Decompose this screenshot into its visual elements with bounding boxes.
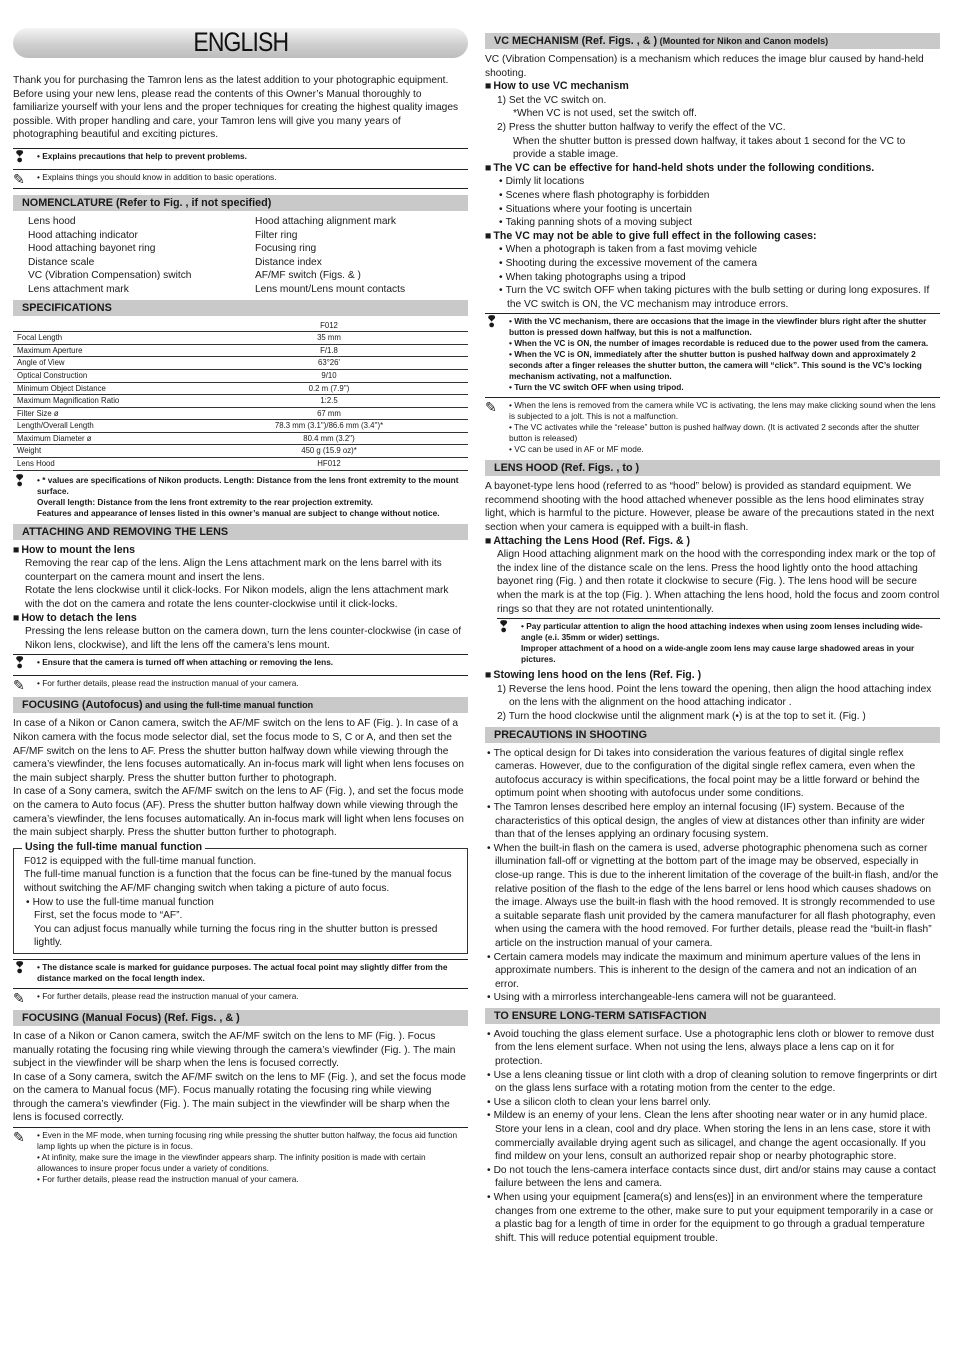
list-item: • Use a lens cleaning tissue or lint cloth with a drop of cleaning solution to remove fingerprints or dirt on the glass lens surface with a rotating motion from the center to the edge.: [485, 1069, 940, 1096]
nomenclature-item: VC (Vibration Compensation) switch: [28, 270, 192, 282]
focus-af-text: In case of a Sony camera, switch the AF/MF switch on the lens to AF (Fig. ), and set the focus mode on the camera to Auto focus (AF). Press the shutter button halfway down while viewing through the camera’s viewfinder, the lens focuses automatically. An in-focus mark will light when lens focuses on the main subject sharply. Press the shutter button further to photograph.: [13, 786, 464, 839]
list-item: • The Tamron lenses described here employ an internal focusing (IF) system. Because of the characteristics of this optical design, the angles of view at distances other than infinity are wider than that of the lenses applying an ordinary focusing system.: [485, 801, 940, 842]
nomenclature-item: AF/MF switch (Figs. & ): [255, 270, 361, 282]
nomenclature-item: Hood attaching bayonet ring: [28, 243, 156, 255]
vc-effective-subheading: ■ The VC can be effective for hand-held shots under the following conditions.: [485, 162, 940, 176]
vc-not-effective-subheading: ■ The VC may not be able to give full effect in the following cases:: [485, 230, 940, 244]
nomenclature-item: Distance scale: [28, 256, 95, 268]
pencil-icon: ✎: [485, 399, 497, 416]
attaching-heading: ATTACHING AND REMOVING THE LENS: [13, 524, 468, 540]
detach-text: Pressing the lens release button on the camera down, turn the lens counter-clockwise (in case of Nikon lens, clockwise), and lift the lens off the camera’s lens mount.: [25, 626, 462, 651]
caution-icon: ❢: [13, 148, 27, 166]
vc-how-subheading: ■ How to use VC mechanism: [485, 80, 940, 94]
attach-caution: ❢ • Ensure that the camera is turned off when attaching or removing the lens.: [13, 654, 468, 673]
focus-mf-text: In case of a Sony camera, switch the AF/MF switch on the lens to MF (Fig. ), and set the focus mode on the camera to Manual focus (MF). Focus manually rotating the focusing ring while viewing through the camera’s viewfinder (Fig. ). The main subject in the viewfinder will be sharp when the lens is focused correctly.: [13, 1071, 466, 1124]
focus-af-memo: ✎ • For further details, please read the instruction manual of your camera.: [13, 988, 468, 1007]
hood-caution: ❢ • Pay particular attention to align the hood attaching indexes when using zoom lenses including wide-angle (e.i. 35mm or wider) settings. Improper attachment of a hood on a wide-angle zoom lens may cause large shadowed areas in your pictures.: [497, 618, 940, 667]
page-title: ENGLISH: [193, 27, 288, 58]
left-column: [13, 28, 468, 1189]
nomenclature-heading: NOMENCLATURE (Refer to Fig. , if not specified): [13, 195, 468, 211]
spec-note: ❢ • * values are specifications of Nikon products. Length: Distance from the lens front extremity to the mount surface. Overall length: Distance from the lens front extremity to the rear projection extremity. Features and appearance of lenses listed in this owner’s manual are subject to change without notice.: [13, 472, 459, 518]
caution-icon: ❢: [497, 619, 511, 637]
caution-icon: ❢: [485, 314, 499, 332]
pencil-icon: ✎: [13, 170, 25, 187]
nomenclature-item: Hood attaching alignment mark: [255, 215, 397, 227]
spec-table: [13, 320, 468, 471]
table-row: Angle of View 63°26': [13, 357, 468, 370]
hood-intro: A bayonet-type lens hood (referred to as “hood” below) is provided as standard equipment. We recommend shooting with the hood attached whenever possible as the lens hood eliminates stray light, which is harmful to the picture. However, please be aware of the precautions stated in the next section when your camera is equipped with a built-in flash.: [485, 481, 935, 534]
table-row: Focal Length 35 mm: [13, 332, 468, 345]
focus-af-caution: ❢ • The distance scale is marked for guidance purposes. The actual focal point may slightly differ from the distance marked on the focal length index.: [13, 959, 468, 986]
nomenclature-item: Hood attaching indicator: [28, 229, 138, 241]
list-item: • Turn the VC switch OFF when taking pictures with the bulb setting or during long exposures. If the VC switch is ON, the VC mechanism may introduce errors.: [485, 284, 940, 311]
nomenclature-item: Lens hood: [28, 215, 76, 227]
nomenclature-list: [13, 215, 468, 297]
vc-memo: ✎ • When the lens is removed from the camera while VC is activating, the lens may make clicking sound when the lens is subjected to a jolt. This is not a malfunction. • The VC activates while the “release” button is pushed halfway down. (It is activated 2 seconds after the shutter button is released) • VC can be used in AF or MF mode.: [485, 397, 940, 457]
nomenclature-item: Lens mount/Lens mount contacts: [255, 283, 406, 295]
list-item: • The optical design for Di takes into consideration the various features of digital single reflex cameras. However, due to the configuration of the digital single reflex camera, even when the autofocus accuracy is within specifications, the focal point may be a little forward or behind the optimum point when shooting with autofocus under some conditions.: [485, 747, 940, 801]
vc-heading: VC MECHANISM (Ref. Figs. , & ) (Mounted for Nikon and Canon models): [485, 33, 940, 49]
list-item: • Dimly lit locations: [485, 175, 940, 189]
right-column: VC MECHANISM (Ref. Figs. , & ) (Mounted for Nikon and Canon models) VC (Vibration Compensation) is a mechanism which reduces the image blur caused by hand-held shooting. ■ How to use VC mechanism 1) Set the VC switch on. *When VC is not used, set the switch off. 2) Press the shutter button halfway to verify the effect of the VC. When the shutter button is pressed down halfway, it takes about 1 second for the VC to provide a stable image. ■ The VC can be effective for hand-held shots under the following conditions. • Dimly lit locations • Scenes where flash photography is forbidden • Situations where your footing is uncertain • Taking panning shots of a moving subject ■ The VC may not be able to give full effect in the following cases: • When a photograph is taken from a fast movimg vehicle • Shooting during the excessive movement of the camera • When taking photographs using a tripod • Turn the VC switch OFF when taking pictures with the bulb setting or during long exposures. If the VC switch is ON, the VC mechanism may introduce errors. ❢ • With the VC mechanism, there are occasions that the image in the viewfinder blurs right after the shutter button is pressed down halfway, but this is not a malfunction. • When the VC is ON, the number of images recordable is reduced due to the power used from the camera. • When the VC is ON, immediately after the shutter button is pushed halfway down and approximately 2 seconds after a finger releases the shutter button, the camera will “click”. This sound is the VC’s locking mechanism activating, not a malfunction. • Turn the VC switch OFF when using tripod. ✎ • When the lens is removed from the camera while VC is activating, the lens may make clicking sound when the lens is subjected to a jolt. This is not a malfunction. • The VC activates while the “release” button is pushed halfway down. (It is activated 2 seconds after the shutter button is released) • VC can be used in AF or MF mode. LENS HOOD (Ref. Figs. , to ) A bayonet-type lens hood (referred to as “hood” below) is provided as standard equipment. We recommend shooting with the hood attached whenever possible as the lens hood eliminates stray light, which is harmful to the picture. However, please be aware of the precautions stated in the next section when your camera is equipped with a built-in flash. ■ Attaching the Lens Hood (Ref. Figs. & ) Align Hood attaching alignment mark on the hood with the corresponding index mark or the top of the index line of the distance scale on the lens. Press the hood lightly onto the hood attaching bayonet ring (Fig. ) and then rotate it clockwise to secure (Fig. ). The lens hood will be secure when the mark is at the top (Fig. ). When attaching the lens hood, hold the focus and zoom control rings so that they are not rotated unintentionally. ❢ • Pay particular attention to align the hood attaching indexes when using zoom lenses including wide-angle (e.i. 35mm or wider) settings. Improper attachment of a hood on a wide-angle zoom lens may cause large shadowed areas in your pictures. ■ Stowing lens hood on the lens (Ref. Fig. ) 1) Reverse the lens hood. Point the lens toward the opening, then align the hood attaching index on the lens with the alignment on the hood attaching indicator . 2) Turn the hood clockwise until the alignment mark (•) is at the top to set it. (Fig. ) PRECAUTIONS IN SHOOTING • The optical design for Di takes into consideration the various features of digital single reflex cameras. However, due to the configuration of the digital single reflex camera, even when the autofocus accuracy is within specifications, the focal point may be a little forward or behind the optimum point when shooting with autofocus under some conditions. • The Tamron lenses described here employ an internal focusing (IF) system. Because of the characteristics of this optical design, the angles of view at distances other than infinity are wider than that of the lenses applying an ordinary focusing system. • When the built-in flash on the camera is used, adverse photographic phenomena such as corner illumination fall-off or vignetting at the bottom part of the image may be observed, especially in close-up range. This is due to the inherent limitation of the coverage of the built-in flash, and/or the relative position of the flash to the edge of the lens barrel or lens hood which causes shadows on the image. Always use the built-in flash with the hood removed. It is strongly recommended to use a suitable separate flash unit provided by the camera manufacturer for all flash photography, even when using the camera with the hood removed. For further details, please read the “built-in flash” article on the instruction manual of your camera. • Certain camera models may indicate the maximum and minimum aperture values of the lens in approximate numbers. This is inherent to the design of the camera and not an indication of an error. • Using with a mirrorless interchangeable-lens camera will not be guaranteed. TO ENSURE LONG-TERM SATISFACTION • Avoid touching the glass element surface. Use a photographic lens cloth or blower to remove dust from the lens element surface. When not using the lens, always place a lens cap on it for protection. • Use a lens cleaning tissue or lint cloth with a drop of cleaning solution to remove fingerprints or dirt on the glass lens surface with a rotating motion from the center to the edge. • Use a silicon cloth to clean your lens barrel only. • Mildew is an enemy of your lens. Clean the lens after shooting near water or in any humid place. Store your lens in a clean, cool and dry place. When storing the lens in an lens case, store it with commercially available drying agent such as silicagel, and change the agent occasionally. If you find mildew on your lens, consult an authorized repair shop or nearby photographic store. • Do not touch the lens-camera interface contacts since dust, dirt and/or stains may cause a contact failure between the lens and camera. • When using your equipment [camera(s) and lens(es)] in an environment where the temperature changes from one extreme to the other, make sure to put your equipment temporarily in a case or a plastic bag for a length of time in order for the equipment to go through a gradual temperature shift. This will reduce potential equipment trouble.: [485, 33, 940, 1245]
pencil-icon: ✎: [13, 1129, 25, 1146]
hood-attach-subheading: ■ Attaching the Lens Hood (Ref. Figs. & ): [485, 535, 940, 549]
list-item: • Situations where your footing is uncertain: [485, 203, 940, 217]
focus-mf-memo: ✎ • Even in the MF mode, when turning focusing ring while pressing the shutter button halfway, the focus aid function lamp lights up when the picture is in focus. • At infinity, make sure the image in the viewfinder appears sharp. The infinity position is made with certain allowances to insure proper focus under a variety of conditions. • For further details, please read the instruction manual of your camera.: [13, 1127, 468, 1187]
focus-mf-heading: FOCUSING (Manual Focus) (Ref. Figs. , & ): [13, 1010, 468, 1026]
precautions-heading: PRECAUTIONS IN SHOOTING: [485, 727, 940, 743]
nomenclature-item: Lens attachment mark: [28, 283, 129, 295]
list-item: • Shooting during the excessive movement of the camera: [485, 257, 940, 271]
vc-caution: ❢ • With the VC mechanism, there are occasions that the image in the viewfinder blurs right after the shutter button is pressed down halfway, but this is not a malfunction. • When the VC is ON, the number of images recordable is reduced due to the power used from the camera. • When the VC is ON, immediately after the shutter button is pushed halfway down and approximately 2 seconds after a finger releases the shutter button, the camera will “click”. This sound is the VC’s locking mechanism activating, not a malfunction. • Turn the VC switch OFF when using tripod.: [485, 313, 940, 395]
intro-text: Thank you for purchasing the Tamron lens as the latest addition to your photographic equipment. Before using your new lens, please read the contents of this Owner’s Manual thoroughly to familiarize yourself with your lens and the proper techniques for creating the highest quality images possible. With proper handling and care, your Tamron lens will give you many years of photographing beautiful and exciting pictures.: [13, 75, 459, 141]
pencil-icon: ✎: [13, 677, 25, 694]
caution-icon: ❢: [13, 472, 27, 490]
list-item: • Avoid touching the glass element surface. Use a photographic lens cloth or blower to remove dust from the lens element surface. When not using the lens, always place a lens cap on it for protection.: [485, 1028, 940, 1069]
list-item: • Using with a mirrorless interchangeable-lens camera will not be guaranteed.: [485, 991, 940, 1005]
hood-heading: LENS HOOD (Ref. Figs. , to ): [485, 460, 940, 476]
table-row: Minimum Object Distance 0.2 m (7.9''): [13, 382, 468, 395]
pencil-icon: ✎: [13, 989, 25, 1006]
spec-model: F012: [190, 320, 468, 332]
full-time-manual-box: Using the full-time manual function F012 is equipped with the full-time manual function. The full-time manual function is a function that the focus can be fine-tuned by the manual focus without switching the AF/MF changing switch when taking a picture of auto focus. • How to use the full-time manual function First, set the focus mode to “AF”. You can adjust focus manually while turning the focus ring in the shutter button is pressed lightly.: [13, 848, 468, 954]
list-item: • When a photograph is taken from a fast movimg vehicle: [485, 243, 940, 257]
table-row: Length/Overall Length 78.3 mm (3.1'')/86.6 mm (3.4'')*: [13, 420, 468, 433]
nomenclature-item: Focusing ring: [255, 243, 317, 255]
longterm-heading: TO ENSURE LONG-TERM SATISFACTION: [485, 1008, 940, 1024]
focus-af-text: In case of a Nikon or Canon camera, switch the AF/MF switch on the lens to AF (Fig. ). In case of a Nikon camera with the focus mode selector dial, set the focus mode to S, C or A, and then set the AF/MF switch on the lens to AF. Press the shutter button halfway down while viewing through the camera’s viewfinder, the lens focuses automatically. An in-focus mark will light when lens focuses on the main subject sharply. Press the shutter button further to photograph.: [13, 718, 464, 784]
hood-stow-subheading: ■ Stowing lens hood on the lens (Ref. Fig. ): [485, 669, 940, 683]
legend-memo: ✎ • Explains things you should know in addition to basic operations.: [13, 169, 468, 189]
mount-subheading: ■ How to mount the lens: [13, 544, 468, 558]
table-row: Maximum Magnification Ratio 1:2.5: [13, 395, 468, 408]
mount-text: Removing the rear cap of the lens. Align the Lens attachment mark on the lens barrel with its counterpart on the camera mount and insert the lens. Rotate the lens clockwise until it click-locks. For Nikon models, align the lens attachment mark with the dot on the camera and rotate the lens counter-clockwise until it click-locks.: [25, 558, 449, 611]
list-item: • Scenes where flash photography is forbidden: [485, 189, 940, 203]
vc-intro: VC (Vibration Compensation) is a mechanism which reduces the image blur caused by hand-held shooting.: [485, 54, 924, 79]
nomenclature-item: Filter ring: [255, 229, 298, 241]
caution-icon: ❢: [13, 655, 27, 673]
nomenclature-item: Distance index: [255, 256, 322, 268]
table-row: Maximum Diameter ø 80.4 mm (3.2''): [13, 432, 468, 445]
list-item: • When the built-in flash on the camera is used, adverse photographic phenomena such as corner illumination fall-off or vignetting at the bottom part of the image may be observed, especially in close-up range. This is due to the inherent limitation of the coverage of the built-in flash, and/or the relative position of the flash to the edge of the lens barrel or lens hood which causes shadows on the image. Always use the built-in flash with the hood removed. It is strongly recommended to use a suitable separate flash unit provided by the camera manufacturer for all flash photography, even when using the camera with the hood removed. For further details, please read the “built-in flash” article on the instruction manual of your camera.: [485, 842, 940, 951]
table-row: Maximum Aperture F/1.8: [13, 344, 468, 357]
list-item: • Mildew is an enemy of your lens. Clean the lens after shooting near water or in any humid place. Store your lens in a clean, cool and dry place. When storing the lens in an lens case, store it with commercially available drying agent such as silicagel, and change the agent occasionally. If you find mildew on your lens, consult an authorized repair shop or nearby photographic store.: [485, 1109, 940, 1163]
legend-caution: ❢ • Explains precautions that help to prevent problems.: [13, 148, 468, 167]
list-item: • Use a silicon cloth to clean your lens barrel only.: [485, 1096, 940, 1110]
caution-icon: ❢: [13, 959, 27, 977]
attach-memo: ✎ • For further details, please read the instruction manual of your camera.: [13, 675, 468, 694]
list-item: • When taking photographs using a tripod: [485, 271, 940, 285]
table-row: Lens Hood HF012: [13, 458, 468, 471]
focus-af-heading: FOCUSING (Autofocus) and using the full-time manual function: [13, 697, 468, 713]
detach-subheading: ■ How to detach the lens: [13, 612, 468, 626]
title-banner: [13, 28, 468, 58]
list-item: • Certain camera models may indicate the maximum and minimum aperture values of the lens in approximate numbers. This is inherent to the design of the camera and not an indication of an error.: [485, 951, 940, 992]
list-item: • Do not touch the lens-camera interface contacts since dust, dirt and/or stains may cause a contact failure between the lens and camera.: [485, 1164, 940, 1191]
table-row: Filter Size ø 67 mm: [13, 407, 468, 420]
list-item: • Taking panning shots of a moving subject: [485, 216, 940, 230]
box-title: Using the full-time manual function: [22, 841, 205, 855]
table-row: Optical Construction 9/10: [13, 369, 468, 382]
list-item: • When using your equipment [camera(s) and lens(es)] in an environment where the temperature changes from one extreme to the other, make sure to put your equipment temporarily in a case or a plastic bag for a length of time in order for the equipment to go through a gradual temperature shift. This will reduce potential equipment trouble.: [485, 1191, 940, 1245]
table-row: Weight 450 g (15.9 oz)*: [13, 445, 468, 458]
specifications-heading: SPECIFICATIONS: [13, 300, 468, 316]
focus-mf-text: In case of a Nikon or Canon camera, switch the AF/MF switch on the lens to MF (Fig. ). Focus manually rotating the focusing ring while viewing through the camera’s viewfinder (Fig. ). The main subject in the viewfinder will be sharp when the lens is focused correctly.: [13, 1030, 456, 1070]
hood-attach-text: Align Hood attaching alignment mark on the hood with the corresponding index mark or the top of the index line of the distance scale on the lens. Press the hood lightly onto the hood attaching bayonet ring (Fig. ) and then rotate it clockwise to secure (Fig. ). The lens hood will be secure when the mark is at the top (Fig. ). When attaching the lens hood, hold the focus and zoom control rings so that they are not rotated unintentionally.: [497, 549, 940, 615]
